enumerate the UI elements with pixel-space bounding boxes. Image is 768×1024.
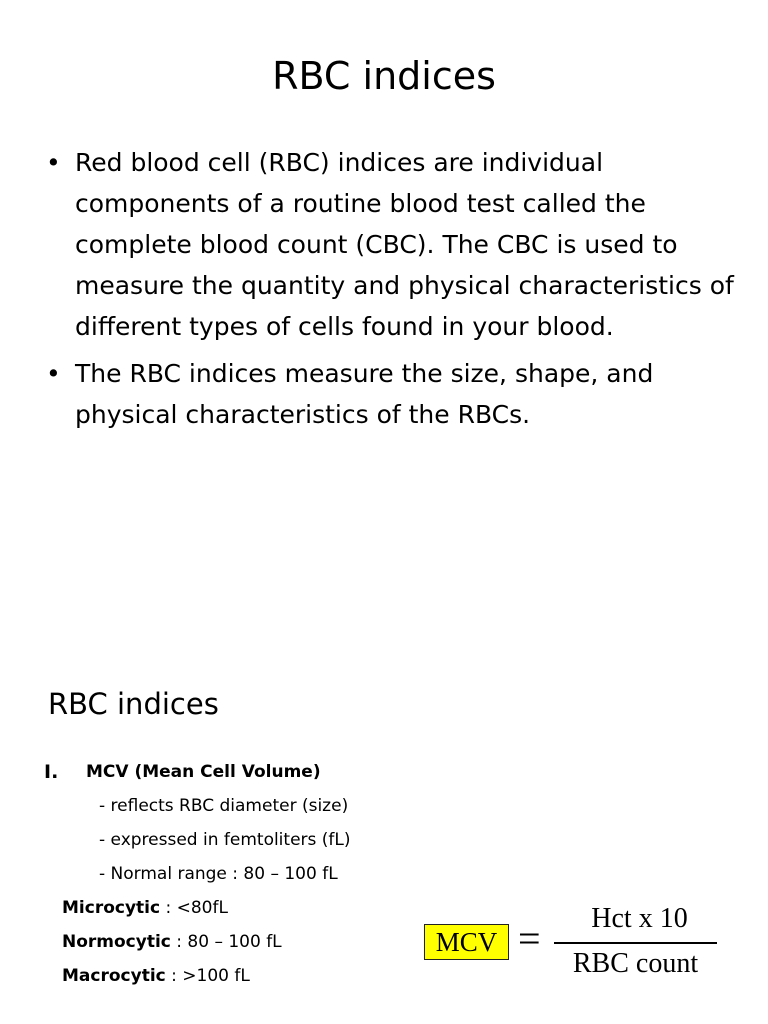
class-name: Macrocytic	[62, 966, 166, 986]
bullet-dot-icon: •	[46, 148, 61, 177]
formula-denominator: RBC count	[572, 948, 699, 979]
slide-1-title: RBC indices	[272, 54, 496, 98]
slide-2	[0, 640, 768, 1024]
bullet-text: Red blood cell (RBC) indices are individual components of a routine blood test called the complete blood count (CBC). The CBC is used to measure the quantity and physical characteristics of different types of cells found in your blood.	[75, 148, 734, 341]
slide-2-title: RBC indices	[48, 687, 219, 721]
class-name: Normocytic	[62, 932, 171, 952]
formula-lhs: MCV	[424, 924, 509, 960]
bullet-text: The RBC indices measure the size, shape, and physical characteristics of the RBCs.	[75, 359, 654, 429]
formula-numerator: Hct x 10	[591, 903, 688, 934]
class-value: : >100 fL	[165, 966, 250, 986]
class-row-macrocytic	[62, 962, 250, 990]
sub-item: - Normal range : 80 – 100 fL	[99, 864, 338, 884]
class-value: : <80fL	[160, 898, 228, 918]
bullet-list	[46, 142, 746, 441]
class-value: : 80 – 100 fL	[170, 932, 282, 952]
mcv-heading: MCV (Mean Cell Volume)	[86, 762, 321, 782]
sub-item: - expressed in femtoliters (fL)	[99, 830, 351, 850]
bullet-item	[46, 353, 746, 435]
bullet-item	[46, 142, 746, 347]
sub-item: - reflects RBC diameter (size)	[99, 796, 349, 816]
mcv-formula	[416, 897, 728, 987]
class-name: Microcytic	[62, 898, 161, 918]
bullet-dot-icon: •	[46, 359, 61, 388]
fraction-bar	[554, 942, 717, 944]
class-row-microcytic	[62, 894, 228, 922]
class-row-normocytic	[62, 928, 282, 956]
roman-numeral: I.	[44, 761, 59, 783]
formula-equals: =	[518, 916, 541, 961]
